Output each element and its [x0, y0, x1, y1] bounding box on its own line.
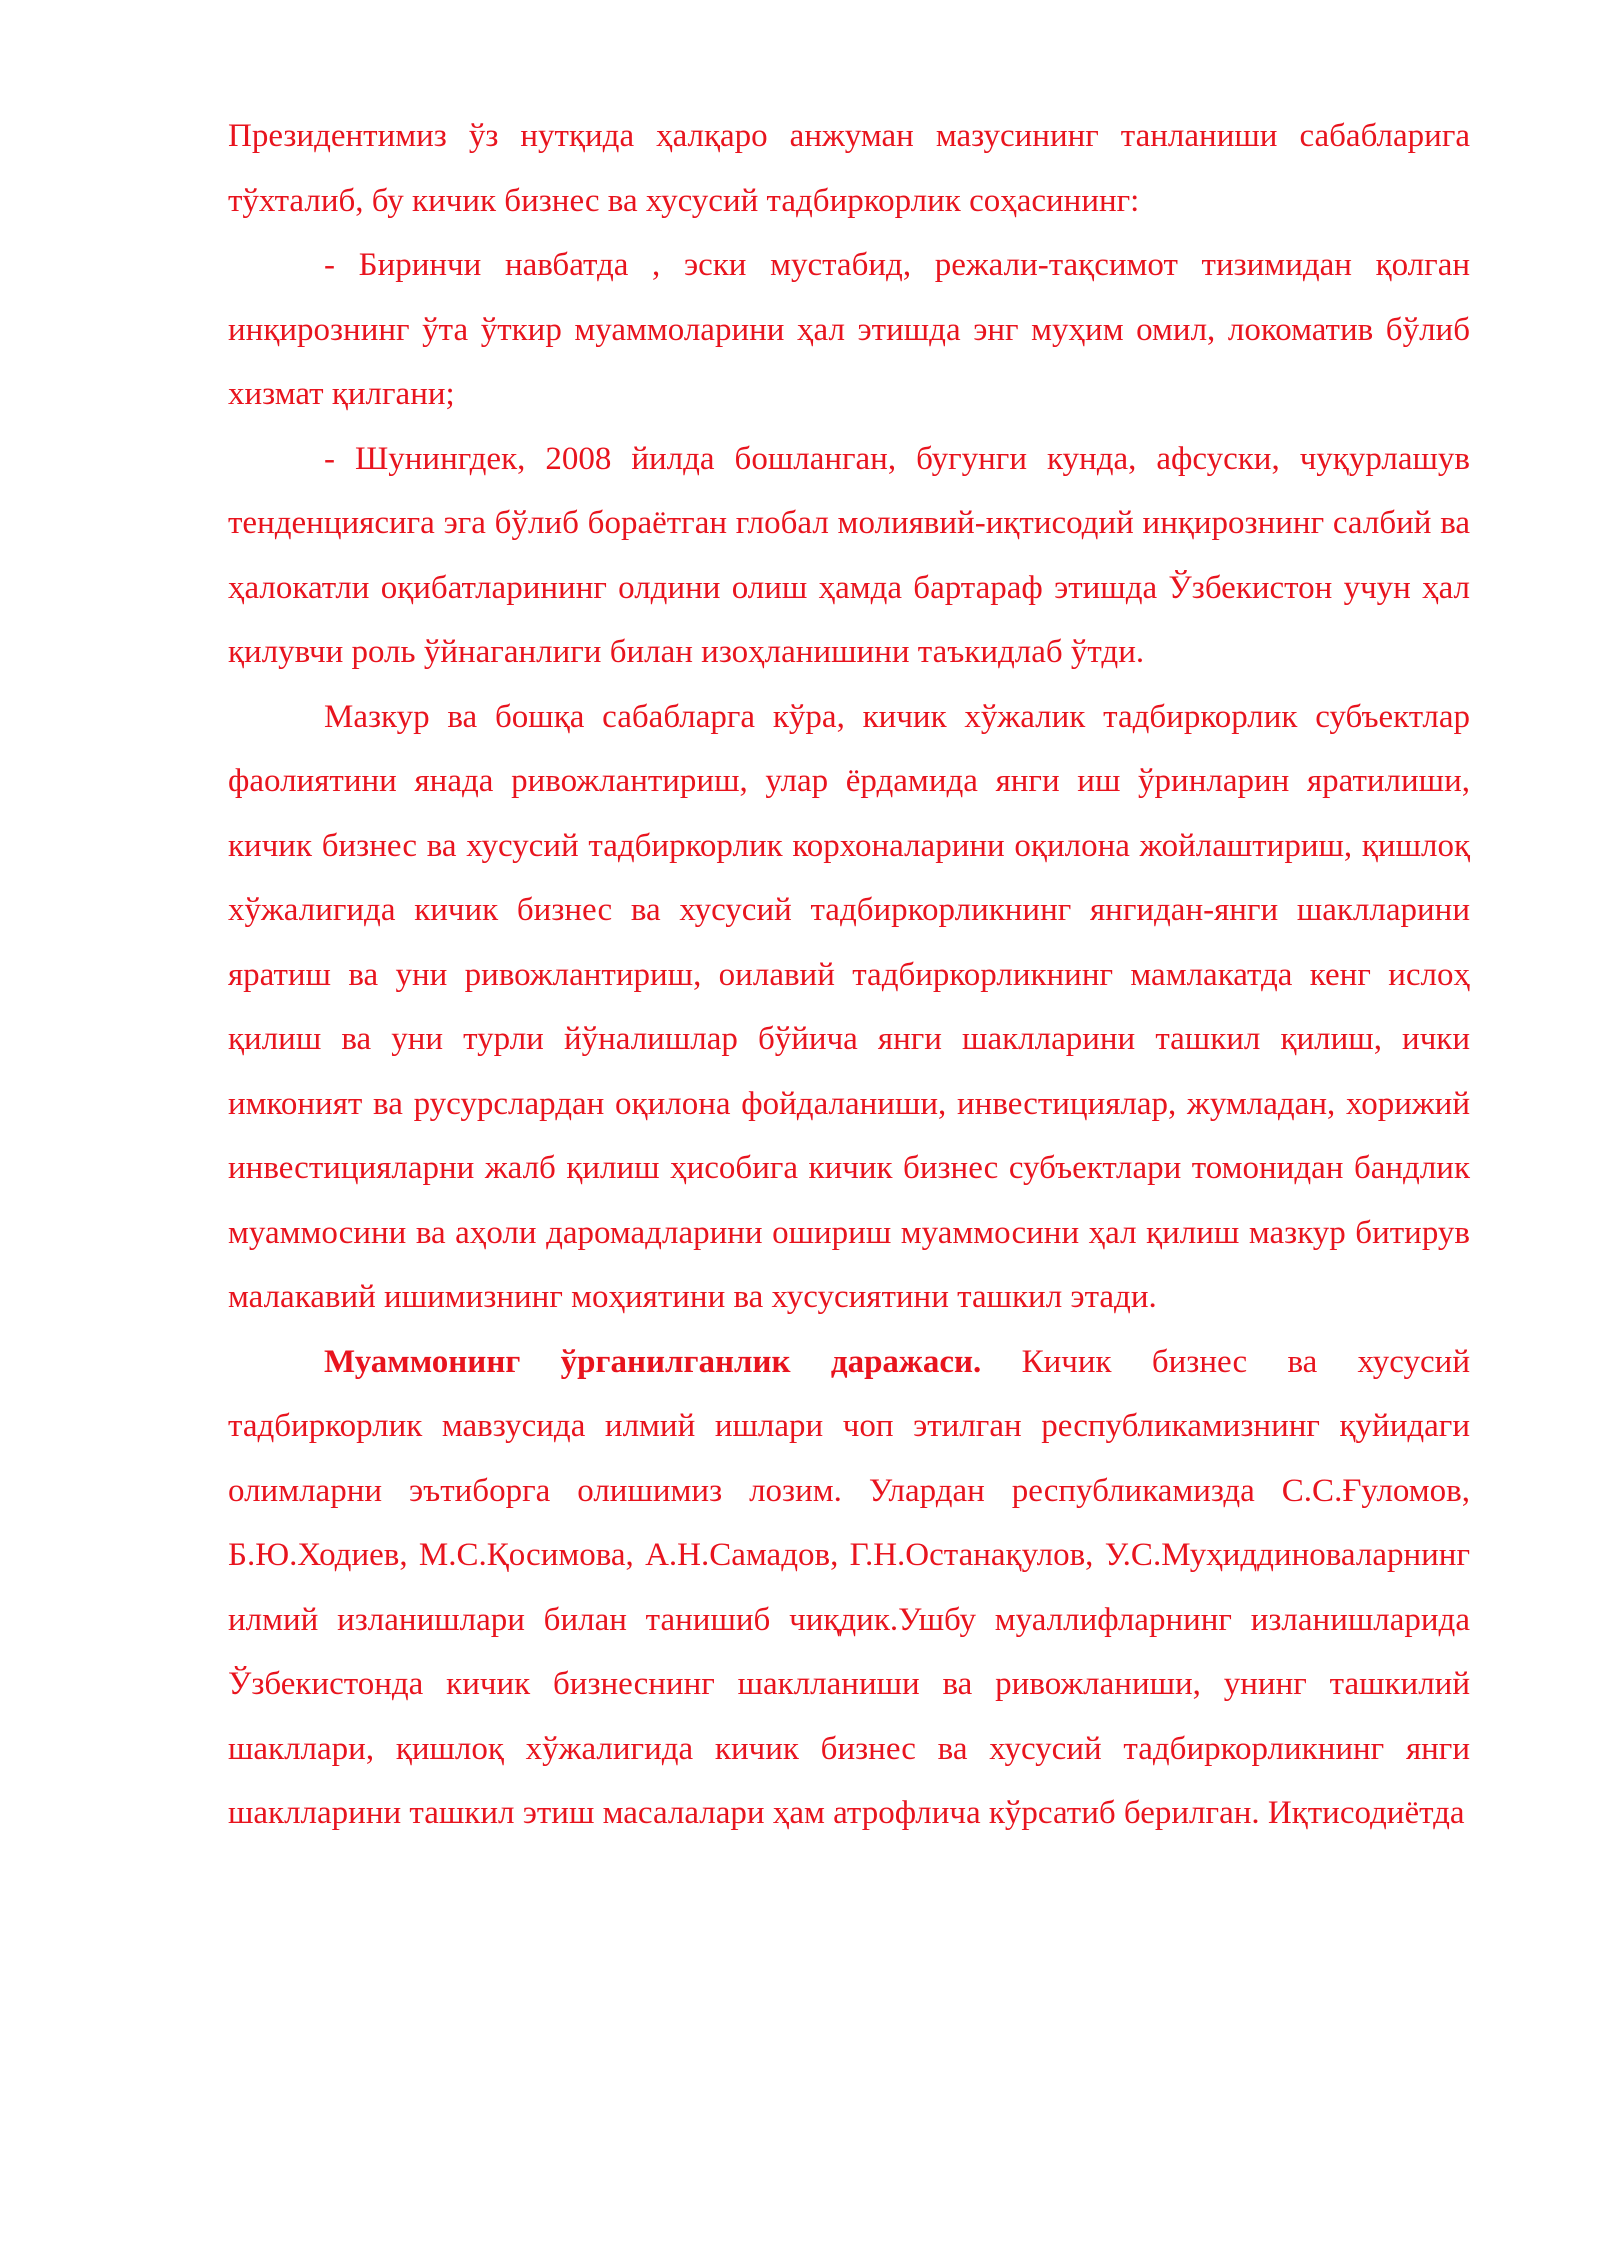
paragraph-research-text: Кичик бизнес ва хусусий тадбиркорлик мавзусида илмий ишлари чоп этилган республикамизнинг қуйидаги олимларни эътиборга олишимиз лозим. Улардан республикамизда С.С.Ғуломов, Б.Ю.Ходиев, М.С.Қосимова, А.Н.Самадов, Г.Н.Останақулов, У.С.Муҳиддиноваларнинг илмий изланишлари билан танишиб чиқдик.Ушбу муаллифларнинг изланишларида Ўзбекистонда кичик бизнеснинг шаклланиши ва ривожланиши, унинг ташкилий шакллари, қишлоқ хўжалигида кичик бизнес ва хусусий тадбиркорликнинг янги шаклларини ташкил этиш масалалари ҳам атрофлича кўрсатиб берилган. Иқтисодиётда — [228, 1343, 1470, 1831]
paragraph-first-point: - Биринчи навбатда , эски мустабид, режали-тақсимот тизимидан қолган инқирознинг ўта ўткир муаммоларини ҳал этишда энг муҳим омил, локоматив бўлиб хизмат қилгани; — [228, 247, 1470, 412]
document-page — [228, 104, 1470, 1846]
paragraph-intro: Президентимиз ўз нутқида ҳалқаро анжуман мазусининг танланиши сабабларига тўхталиб, бу кичик бизнес ва хусусий тадбиркорлик соҳасининг: — [228, 118, 1470, 219]
paragraph-reasons: Мазкур ва бошқа сабабларга кўра, кичик хўжалик тадбиркорлик субъектлар фаолиятини янада ривожлантириш, улар ёрдамида янги иш ўринларин яратилиши, кичик бизнес ва хусусий тадбиркорлик корхоналарини оқилона жойлаштириш, қишлоқ хўжалигида кичик бизнес ва хусусий тадбиркорликнинг янгидан-янги шаклларини яратиш ва уни ривожлантириш, оилавий тадбиркорликнинг мамлакатда кенг ислоҳ қилиш ва уни турли йўналишлар бўйича янги шаклларини ташкил қилиш, ички имконият ва русурслардан оқилона фойдаланиши, инвестициялар, жумладан, хорижий инвестицияларни жалб қилиш ҳисобига кичик бизнес субъектлари томонидан бандлик муаммосини ва аҳоли даромадларини ошириш муаммосини ҳал қилиш мазкур битирув малакавий ишимизнинг моҳиятини ва хусусиятини ташкил этади. — [228, 698, 1470, 1315]
paragraph-research-level — [228, 1330, 1470, 1846]
section-heading: Муаммонинг ўрганилганлик даражаси. — [324, 1343, 982, 1380]
paragraph-second-point: - Шунингдек, 2008 йилда бошланган, бугунги кунда, афсуски, чуқурлашув тенденциясига эга бўлиб бораётган глобал молиявий-иқтисодий инқирознинг салбий ва ҳалокатли оқибатларининг олдини олиш ҳамда бартараф этишда Ўзбекистон учун ҳал қилувчи роль ўйнаганлиги билан изоҳланишини таъкидлаб ўтди. — [228, 440, 1470, 670]
